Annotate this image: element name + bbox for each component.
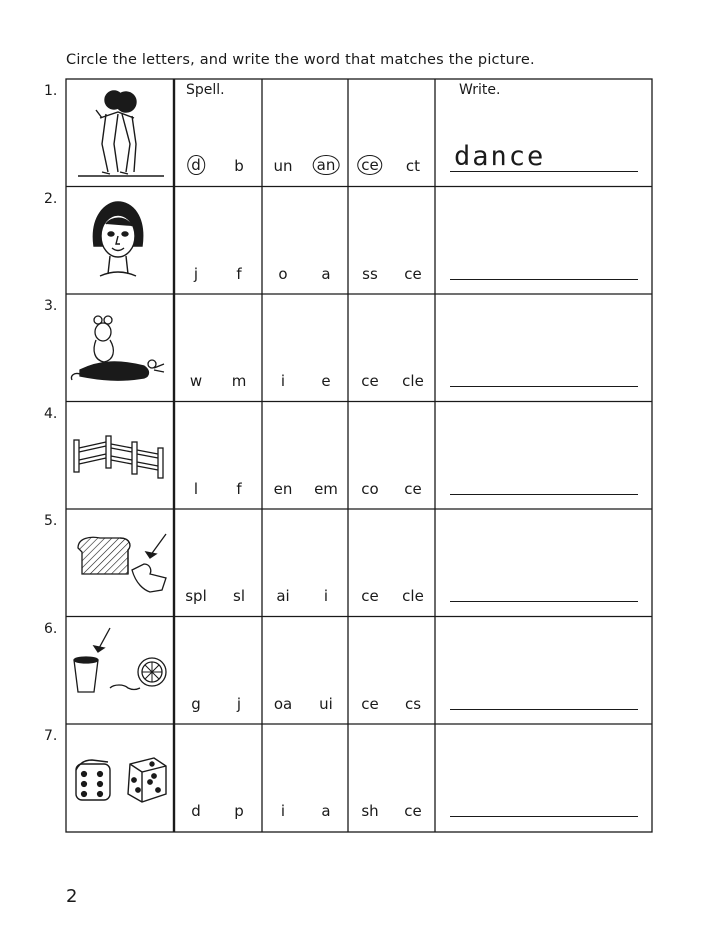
letter-option[interactable]: i xyxy=(280,372,286,391)
row-number: 1. xyxy=(44,83,58,99)
row-number: 2. xyxy=(44,190,58,207)
row-number: 7. xyxy=(44,728,58,745)
write-line[interactable] xyxy=(450,601,638,602)
letter-option[interactable]: co xyxy=(361,479,379,498)
letter-option[interactable]: f xyxy=(236,479,242,498)
letter-option[interactable]: j xyxy=(193,264,199,283)
letter-option[interactable]: un xyxy=(273,157,293,175)
letter-option[interactable]: i xyxy=(280,802,286,821)
letter-option[interactable]: spl xyxy=(185,587,207,606)
letter-option[interactable]: cle xyxy=(402,587,424,606)
letter-option[interactable]: f xyxy=(236,264,242,283)
letter-option[interactable]: sl xyxy=(233,587,245,606)
letter-option[interactable]: ui xyxy=(319,694,333,713)
letter-option[interactable]: en xyxy=(273,479,293,498)
letter-option[interactable]: i xyxy=(323,587,329,606)
page-number: 2 xyxy=(66,886,78,907)
letter-option[interactable]: ce xyxy=(404,802,422,821)
write-line[interactable] xyxy=(450,709,638,710)
written-answer: dance xyxy=(454,141,546,172)
letter-option[interactable]: l xyxy=(193,479,199,498)
letter-option[interactable]: ce xyxy=(357,155,382,175)
girl-face-icon xyxy=(88,198,148,282)
bread-slice-icon xyxy=(70,530,170,596)
letter-option[interactable]: o xyxy=(278,264,288,283)
spell-label: Spell. xyxy=(186,82,225,98)
letter-option[interactable]: a xyxy=(321,264,331,283)
write-line[interactable] xyxy=(450,494,638,495)
letter-option[interactable]: ce xyxy=(361,587,379,606)
letter-option[interactable]: oa xyxy=(273,694,293,713)
letter-option[interactable]: b xyxy=(234,157,244,175)
letter-option[interactable]: e xyxy=(321,372,331,391)
letter-option[interactable]: sh xyxy=(361,802,379,821)
row-number: 4. xyxy=(44,405,58,422)
letter-option[interactable]: ce xyxy=(361,372,379,391)
row-number: 5. xyxy=(44,513,58,530)
letter-option[interactable]: cle xyxy=(402,372,424,391)
letter-option[interactable]: ce xyxy=(404,264,422,283)
write-label: Write. xyxy=(459,82,501,98)
row-number: 3. xyxy=(44,298,58,315)
letter-option[interactable]: w xyxy=(189,372,203,391)
row-number: 6. xyxy=(44,620,58,637)
letter-option[interactable]: g xyxy=(191,694,201,713)
instructions: Circle the letters, and write the word that matches the picture. xyxy=(66,52,535,68)
write-line[interactable] xyxy=(450,279,638,280)
letter-option[interactable]: d xyxy=(187,155,205,175)
letter-option[interactable]: ss xyxy=(362,264,378,283)
dice-icon xyxy=(72,754,172,808)
letter-option[interactable]: j xyxy=(236,694,242,713)
letter-option[interactable]: an xyxy=(313,155,340,175)
dancers-icon xyxy=(74,84,170,184)
juice-icon xyxy=(70,624,170,698)
letter-option[interactable]: a xyxy=(321,802,331,821)
write-line[interactable] xyxy=(450,386,638,387)
letter-option[interactable]: em xyxy=(314,479,338,498)
letter-option[interactable]: ce xyxy=(361,694,379,713)
letter-option[interactable]: p xyxy=(234,802,244,821)
letter-option[interactable]: cs xyxy=(404,694,422,713)
letter-option[interactable]: ai xyxy=(276,587,290,606)
letter-option[interactable]: ct xyxy=(405,157,421,175)
fence-icon xyxy=(70,430,170,480)
letter-option[interactable]: ce xyxy=(404,479,422,498)
letter-option[interactable]: d xyxy=(191,802,201,821)
write-line[interactable] xyxy=(450,816,638,817)
letter-option[interactable]: m xyxy=(231,372,247,391)
mice-icon xyxy=(70,310,168,386)
